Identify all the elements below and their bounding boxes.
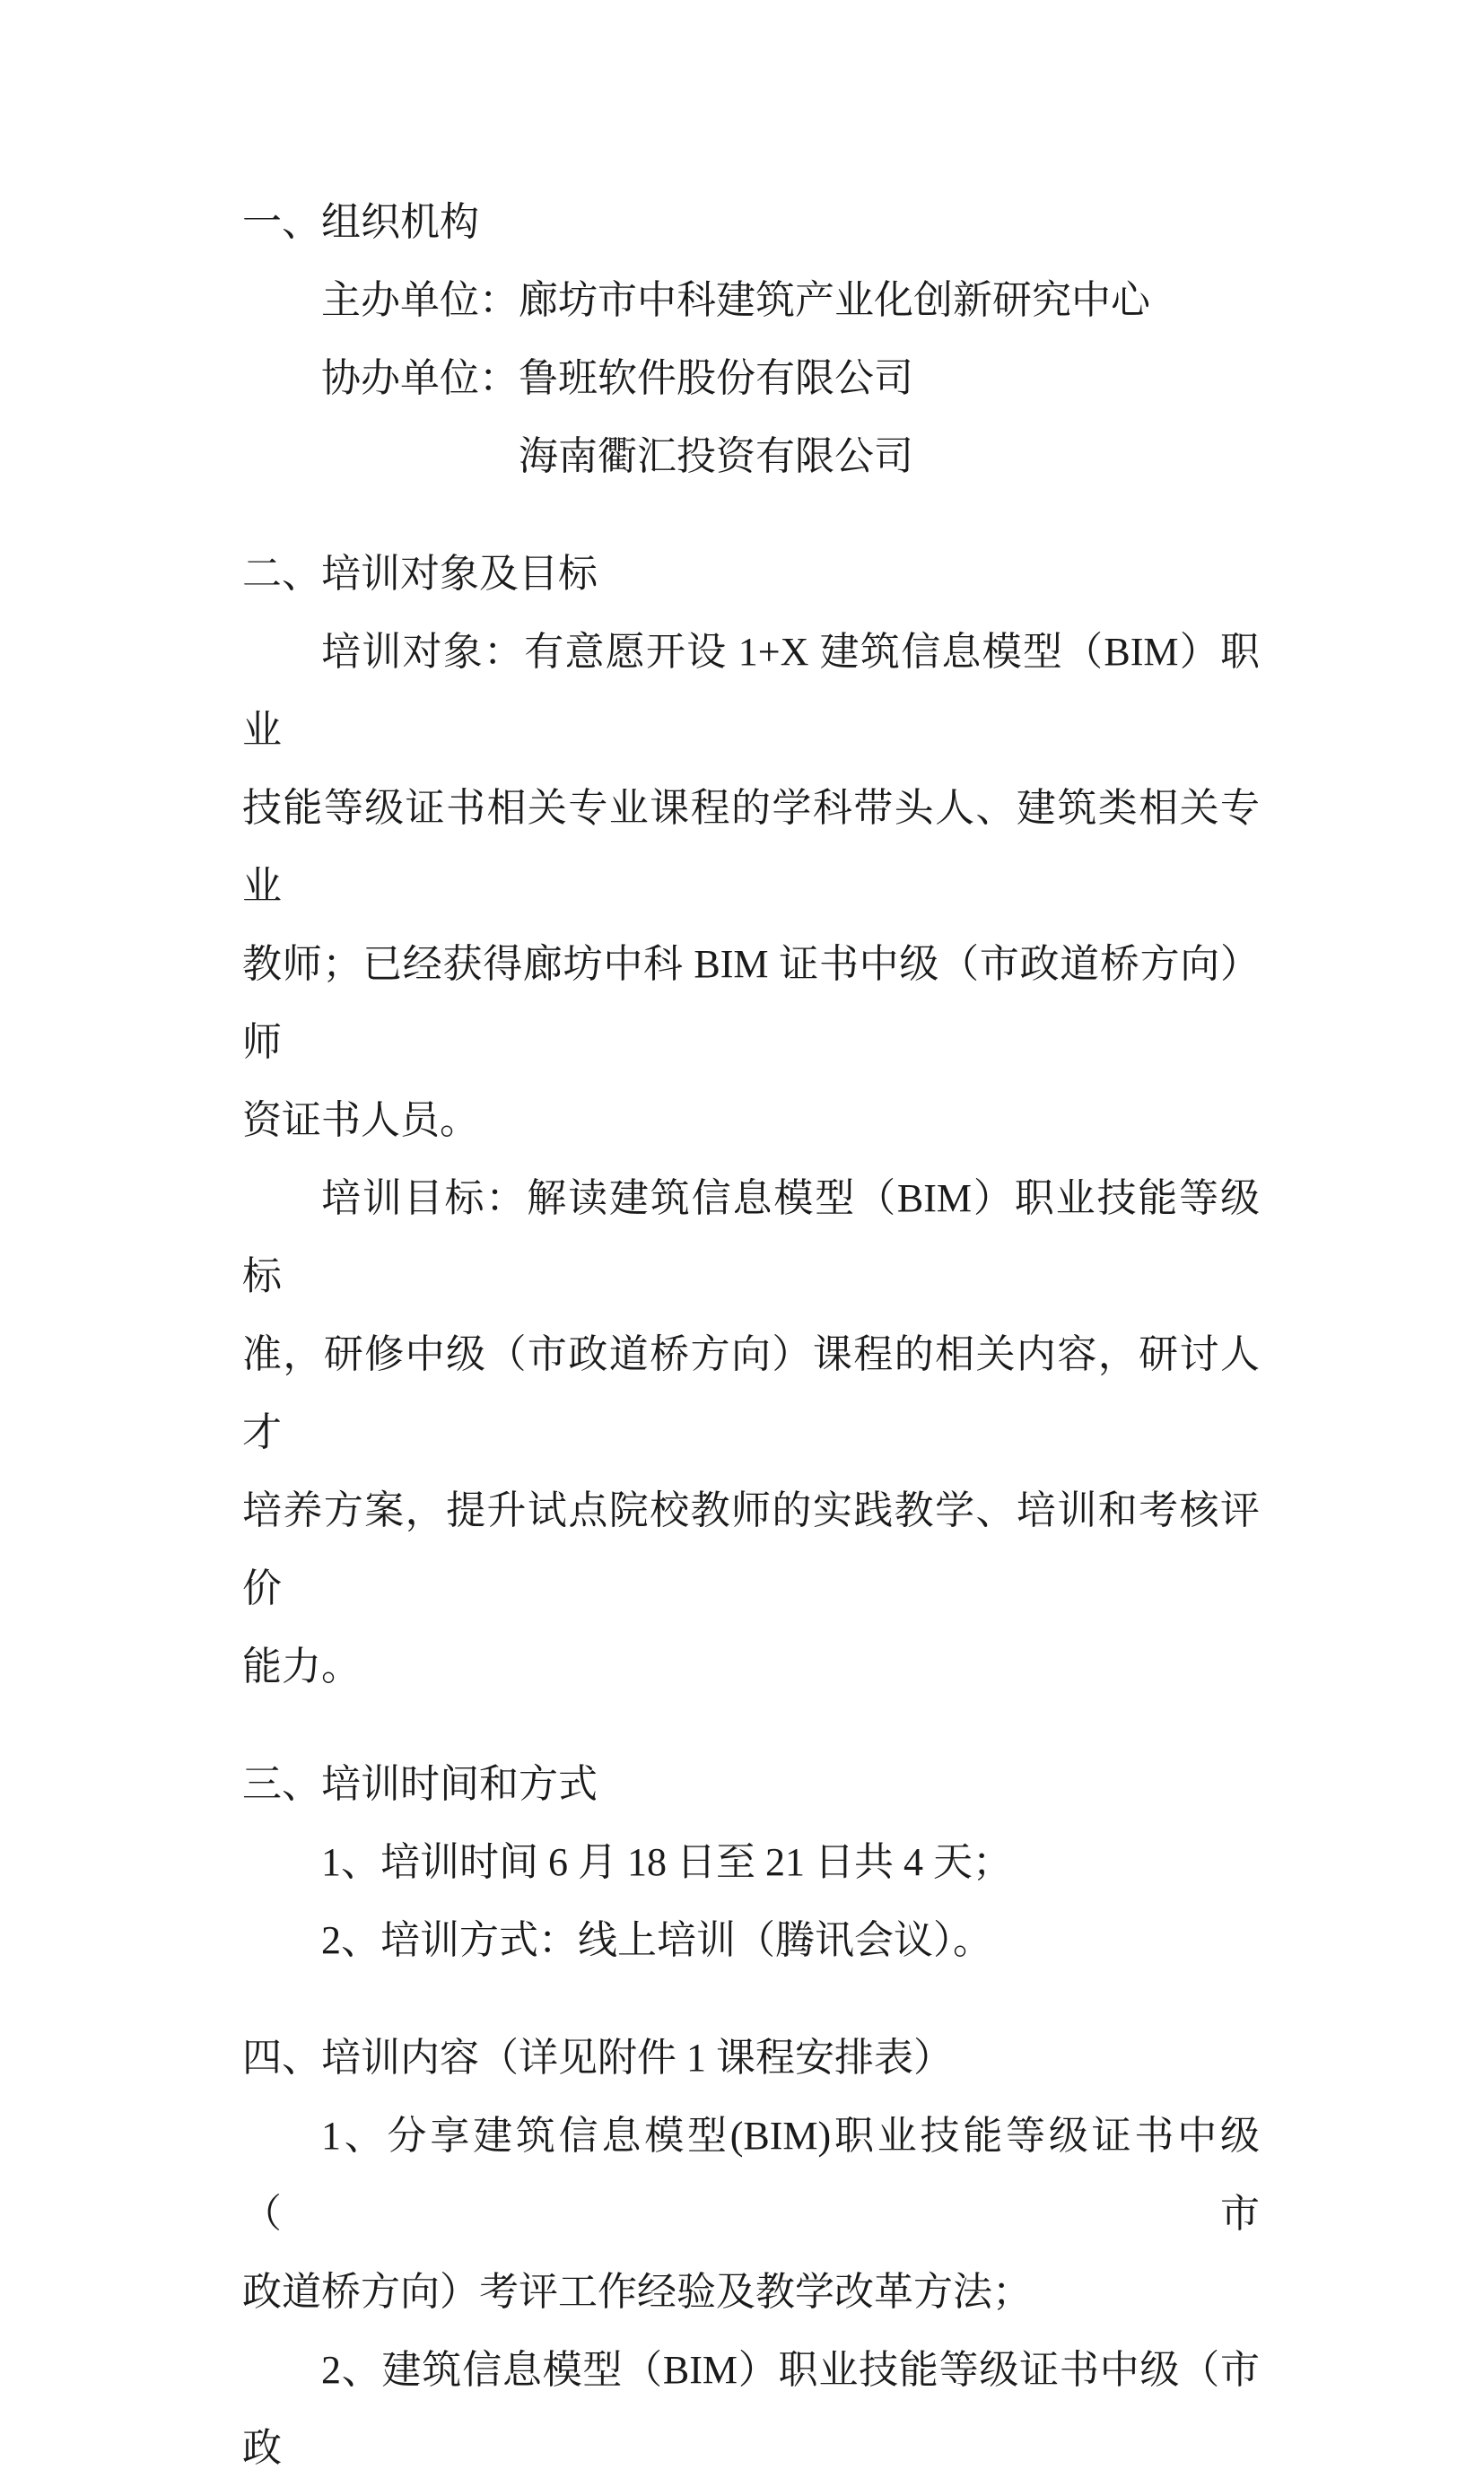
text-line: 主办单位：廊坊市中科建筑产业化创新研究中心 bbox=[321, 278, 1150, 322]
text-line: 协办单位：鲁班软件股份有限公司 bbox=[321, 356, 913, 400]
text-line: 技能等级证书相关专业课程的学科带头人、建筑类相关专业 bbox=[242, 786, 1260, 908]
text-line: 准，研修中级（市政道桥方向）课程的相关内容，研讨人才 bbox=[242, 1332, 1260, 1454]
text-line: 政道桥方向）考评工作经验及教学改革方法； bbox=[242, 2270, 1032, 2314]
text-line: 2、建筑信息模型（BIM）职业技能等级证书中级（市政 bbox=[242, 2348, 1260, 2470]
text-line: 2、培训方式：线上培训（腾讯会议）。 bbox=[321, 1918, 992, 1962]
text-line: 培训目标：解读建筑信息模型（BIM）职业技能等级标 bbox=[242, 1176, 1260, 1298]
section-heading-2: 二、培训对象及目标 bbox=[242, 552, 598, 596]
text-line: 1、分享建筑信息模型(BIM)职业技能等级证书中级（市 bbox=[242, 2114, 1260, 2236]
text-line: 海南衢汇投资有限公司 bbox=[519, 434, 913, 478]
text-line: 培养方案，提升试点院校教师的实践教学、培训和考核评价 bbox=[242, 1488, 1260, 1610]
section-heading-1: 一、组织机构 bbox=[242, 200, 479, 244]
text-line: 教师；已经获得廊坊中科 BIM 证书中级（市政道桥方向）师 bbox=[242, 942, 1260, 1064]
section-heading-3: 三、培训时间和方式 bbox=[242, 1762, 598, 1806]
text-line: 能力。 bbox=[242, 1645, 361, 1689]
text-line: 1、培训时间 6 月 18 日至 21 日共 4 天； bbox=[321, 1840, 1012, 1884]
text-line: 培训对象：有意愿开设 1+X 建筑信息模型（BIM）职业 bbox=[242, 630, 1260, 752]
section-heading-4: 四、培训内容（详见附件 1 课程安排表） bbox=[242, 2036, 953, 2080]
text-line: 资证书人员。 bbox=[242, 1098, 479, 1142]
